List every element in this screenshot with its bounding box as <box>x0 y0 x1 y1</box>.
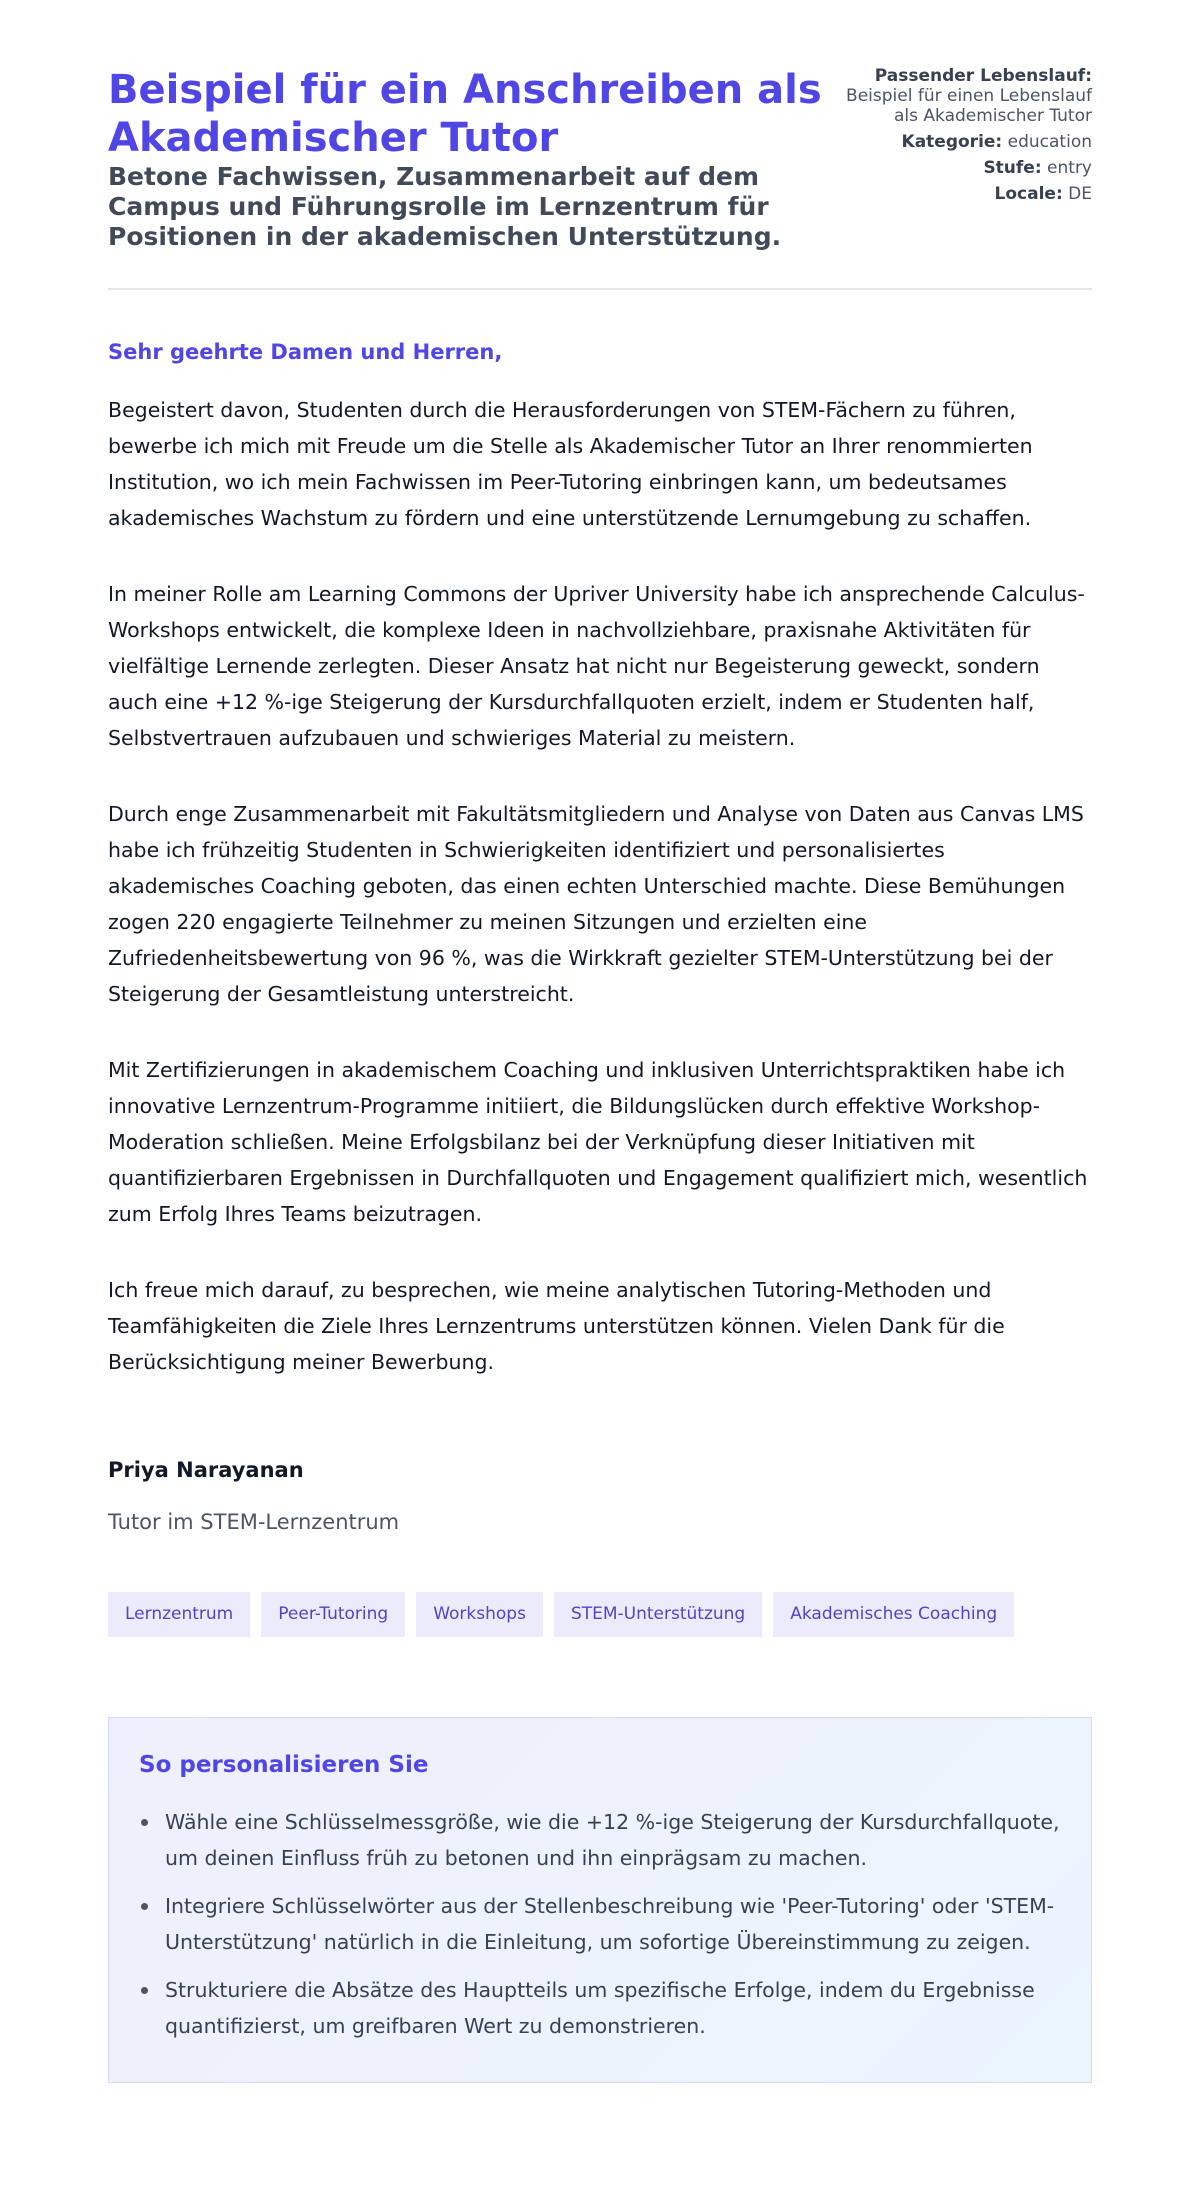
tag-stem-unterstuetzung[interactable]: STEM-Unterstützung <box>554 1592 762 1637</box>
meta-resume-value: Beispiel für einen Lebenslauf als Akademischer Tutor <box>846 86 1092 126</box>
letter-paragraph: Durch enge Zusammenarbeit mit Fakultätsmitgliedern und Analyse von Daten aus Canvas LMS habe ich frühzeitig Studenten in Schwierigkeiten identifiziert und personalisiertes akademisches Coaching geboten, das einen echten Unterschied machte. Diese Bemühungen zogen 220 engagierte Teilnehmer zu meinen Sitzungen und erzielten eine Zufriedenheitsbewertung von 96 %, was die Wirkkraft gezielter STEM-Unterstützung bei der Steigerung der Gesamtleistung unterstreicht. <box>108 802 1084 1006</box>
letter-paragraph: Begeistert davon, Studenten durch die Herausforderungen von STEM-Fächern zu führen, bewerbe ich mich mit Freude um die Stelle als Akademischer Tutor an Ihrer renommierten Institution, wo ich mein Fachwissen im Peer-Tutoring einbringen kann, um bedeutsames akademisches Wachstum zu fördern und eine unterstützende Lernumgebung zu schaffen. <box>108 398 1033 530</box>
letter-paragraph: In meiner Rolle am Learning Commons der Upriver University habe ich ansprechende Calculus-Workshops entwickelt, die komplexe Ideen in nachvollziehbare, praxisnahe Aktivitäten für vielfältige Lernende zerlegten. Dieser Ansatz hat nicht nur Begeisterung geweckt, sondern auch eine +12 %-ige Steigerung der Kursdurchfallquoten erzielt, indem er Studenten half, Selbstvertrauen aufzubauen und schwieriges Material zu meistern. <box>108 582 1085 750</box>
tag-lernzentrum[interactable]: Lernzentrum <box>108 1592 250 1637</box>
meta-resume-label: Passender Lebenslauf: <box>874 66 1092 86</box>
tips-list <box>139 1804 1061 2044</box>
letter-paragraph: Mit Zertifizierungen in akademischem Coaching und inklusiven Unterrichtspraktiken habe ich innovative Lernzentrum-Programme initiiert, die Bildungslücken durch effektive Workshop-Moderation schließen. Meine Erfolgsbilanz bei der Verknüpfung dieser Initiativen mit quantifizierbaren Ergebnissen in Durchfallquoten und Engagement qualifiziert mich, wesentlich zum Erfolg Ihres Teams beizutragen. <box>108 1058 1088 1226</box>
tip-item <box>139 1888 1061 1960</box>
tip-item <box>139 1804 1061 1876</box>
meta-locale <box>832 184 1092 204</box>
header-title-block <box>108 66 828 252</box>
meta-matching-resume <box>832 66 1092 126</box>
tips-title: So personalisieren Sie <box>139 1752 429 1778</box>
tip-text: Wähle eine Schlüsselmessgröße, wie die +12 %-ige Steigerung der Kursdurchfallquote, um deinen Einfluss früh zu betonen und ihn einprägsam zu machen. <box>165 1810 1060 1870</box>
meta-level <box>832 158 1092 178</box>
meta-locale-label: Locale: <box>994 184 1063 204</box>
meta-level-value: entry <box>1047 158 1092 178</box>
meta-category <box>832 132 1092 152</box>
meta-category-label: Kategorie: <box>901 132 1003 152</box>
meta-locale-value: DE <box>1068 184 1092 204</box>
tip-item <box>139 1972 1061 2044</box>
tag-peer-tutoring[interactable]: Peer-Tutoring <box>261 1592 405 1637</box>
salutation: Sehr geehrte Damen und Herren, <box>108 340 503 364</box>
page-header <box>108 0 1092 290</box>
bullet-icon <box>141 1987 148 1994</box>
tag-list <box>108 1592 1092 1637</box>
meta-panel <box>832 66 1092 210</box>
page-title: Beispiel für ein Anschreiben als Akademischer Tutor <box>108 67 822 161</box>
tag-akademisches-coaching[interactable]: Akademisches Coaching <box>773 1592 1014 1637</box>
tag-workshops[interactable]: Workshops <box>416 1592 543 1637</box>
meta-category-value: education <box>1007 132 1092 152</box>
meta-level-label: Stufe: <box>983 158 1042 178</box>
letter-body <box>108 338 1092 1536</box>
signature-title: Tutor im STEM-Lernzentrum <box>108 1510 400 1534</box>
letter-paragraph: Ich freue mich darauf, zu besprechen, wie meine analytischen Tutoring-Methoden und Teamfähigkeiten die Ziele Ihres Lernzentrums unterstützen können. Vielen Dank für die Berücksichtigung meiner Bewerbung. <box>108 1278 1005 1374</box>
tip-text: Strukturiere die Absätze des Hauptteils um spezifische Erfolge, indem du Ergebnisse quantifizierst, um greifbaren Wert zu demonstrieren. <box>165 1978 1035 2038</box>
page-subtitle: Betone Fachwissen, Zusammenarbeit auf dem Campus und Führungsrolle im Lernzentrum für Positionen in der akademischen Unterstützung. <box>108 162 782 251</box>
tip-text: Integriere Schlüsselwörter aus der Stellenbeschreibung wie 'Peer-Tutoring' oder 'STEM-Unterstützung' natürlich in die Einleitung, um sofortige Übereinstimmung zu zeigen. <box>165 1894 1055 1954</box>
bullet-icon <box>141 1903 148 1910</box>
personalization-tips <box>108 1717 1092 2083</box>
bullet-icon <box>141 1819 148 1826</box>
signature-name: Priya Narayanan <box>108 1458 304 1482</box>
